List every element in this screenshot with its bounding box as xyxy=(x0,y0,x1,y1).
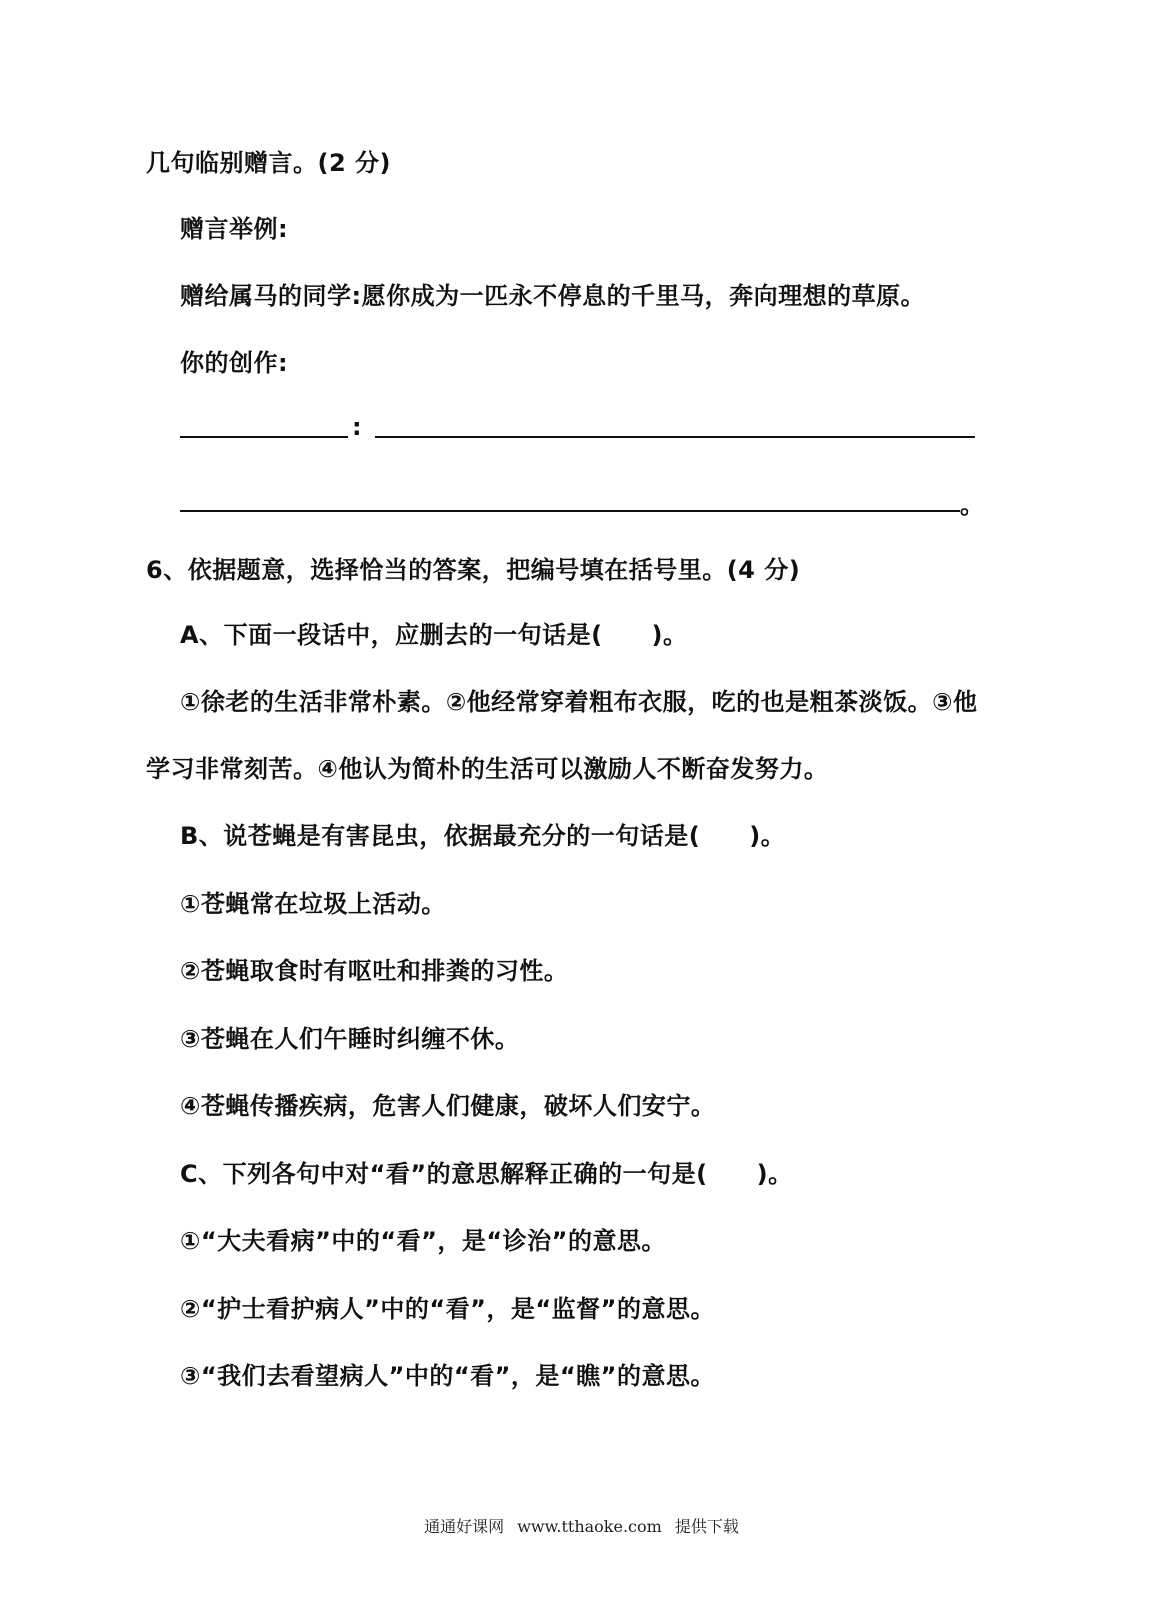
footer-url[interactable]: www.tthaoke.com xyxy=(517,1517,662,1536)
q6-partC-prompt: C、下列各句中对“看”的意思解释正确的一句是( )。 xyxy=(180,1160,793,1188)
q6-partC-option-3: ③“我们去看望病人”中的“看”，是“瞧”的意思。 xyxy=(180,1362,715,1390)
q6-partB-prompt: B、说苍蝇是有害昆虫，依据最充分的一句话是( )。 xyxy=(180,822,786,850)
q6-partC-option-2: ②“护士看护病人”中的“看”，是“监督”的意思。 xyxy=(180,1295,715,1323)
q6-partB-option-4: ④苍蝇传播疾病，危害人们健康，破坏人们安宁。 xyxy=(180,1092,716,1120)
q6-partA-passage-line2: 学习非常刻苦。④他认为简朴的生活可以激励人不断奋发努力。 xyxy=(146,755,829,783)
q6-partB-option-3: ③苍蝇在人们午睡时纠缠不休。 xyxy=(180,1025,520,1053)
answer-end-mark: 。 xyxy=(960,491,985,519)
page-footer xyxy=(0,1517,1163,1537)
q6-partB-option-1: ①苍蝇常在垃圾上活动。 xyxy=(180,890,446,918)
q6-partC-option-1: ①“大夫看病”中的“看”，是“诊治”的意思。 xyxy=(180,1227,666,1255)
q5-intro: 几句临别赠言。(2 分) xyxy=(146,149,391,177)
q5-example-label: 赠言举例: xyxy=(180,215,289,243)
footer-suffix: 提供下载 xyxy=(674,1517,739,1536)
answer-colon: : xyxy=(352,413,363,441)
answer-blank-recipient[interactable] xyxy=(180,436,348,438)
q6-partA-passage-line1: ①徐老的生活非常朴素。②他经常穿着粗布衣服，吃的也是粗茶淡饭。③他 xyxy=(180,688,978,716)
q5-example-text: 赠给属马的同学:愿你成为一匹永不停息的千里马，奔向理想的草原。 xyxy=(180,282,926,310)
q6-partA-prompt: A、下面一段话中，应删去的一句话是( )。 xyxy=(180,621,688,649)
q6-heading: 6、依据题意，选择恰当的答案，把编号填在括号里。(4 分) xyxy=(146,556,801,584)
answer-blank-message-line2[interactable] xyxy=(180,510,960,512)
answer-blank-message-line1[interactable] xyxy=(375,436,975,438)
footer-site-name: 通通好课网 xyxy=(424,1517,505,1536)
q5-creation-label: 你的创作: xyxy=(180,349,289,377)
q6-partB-option-2: ②苍蝇取食时有呕吐和排粪的习性。 xyxy=(180,957,569,985)
